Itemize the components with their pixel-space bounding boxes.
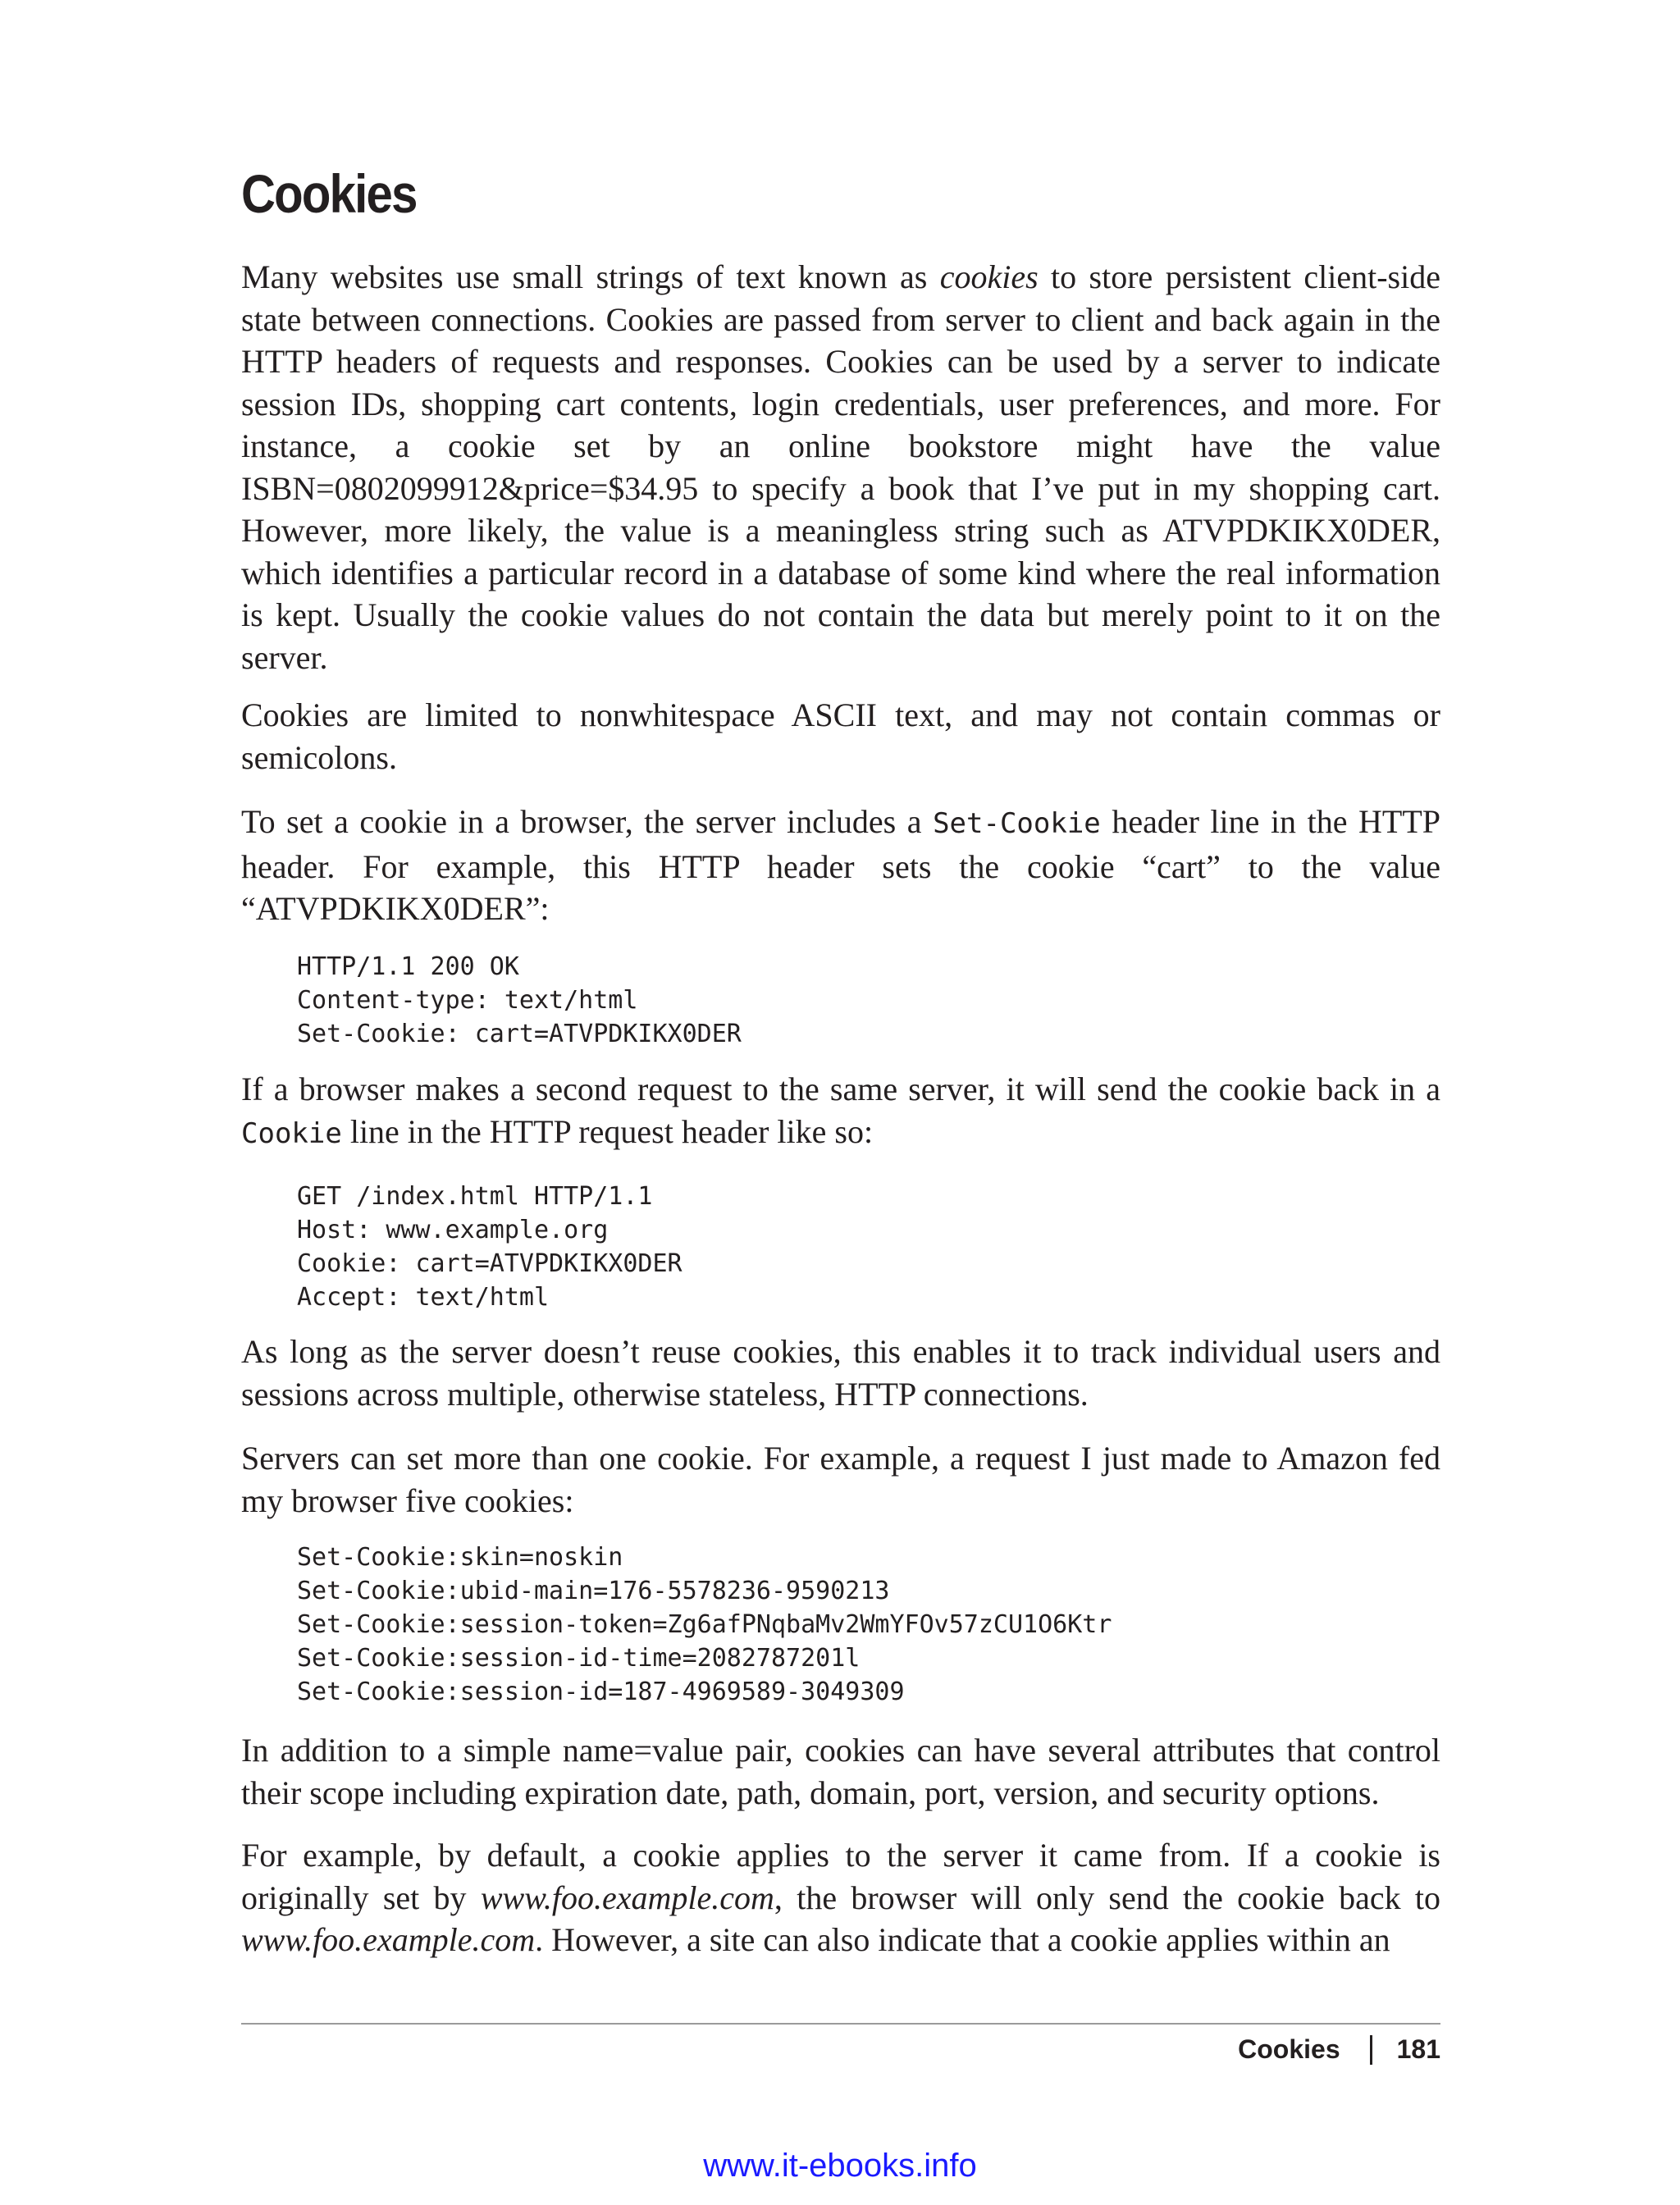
paragraph-tracking: As long as the server doesn’t reuse cookies, this enables it to track individual users and sessions across multiple, otherwise stateless, HTTP connections.: [241, 1333, 1440, 1413]
paragraph-set-cookie: To set a cookie in a browser, the server includes a Set-Cookie header line in the HTTP header. For example, this HTTP header sets the cookie “cart” to the value “ATVPDKIKX0DER”:: [241, 803, 1440, 927]
paragraph-multiple-cookies: Servers can set more than one cookie. For example, a request I just made to Amazon fed my browser five cookies:: [241, 1440, 1440, 1519]
paragraph-request: If a browser makes a second request to the same server, it will send the cookie back in a Cookie line in the HTTP request header like so:: [241, 1071, 1440, 1150]
paragraph-attributes: In addition to a simple name=value pair, cookies can have several attributes that control their scope including expiration date, path, domain, port, version, and security options.: [241, 1732, 1440, 1811]
footer-rule: [241, 2023, 1440, 2025]
watermark-link[interactable]: www.it-ebooks.info: [703, 2148, 977, 2184]
code-block-amazon-cookies: Set-Cookie:skin=noskin Set-Cookie:ubid-main=176-5578236-9590213 Set-Cookie:session-token=Zg6afPNqbaMv2WmYFOv57zCU1O6Ktr Set-Cookie:session-id-time=2082787201l Set-Cookie:session-id=187-4969589-3049309: [297, 1543, 1112, 1706]
inline-code-cookie: Cookie: [241, 1116, 342, 1150]
page-footer: [1238, 2034, 1440, 2065]
code-block-response: HTTP/1.1 200 OK Content-type: text/html Set-Cookie: cart=ATVPDKIKX0DER: [297, 952, 742, 1048]
inline-code-set-cookie: Set-Cookie: [933, 807, 1101, 840]
footer-section-name: Cookies: [1238, 2034, 1340, 2064]
page-number: 181: [1396, 2034, 1440, 2064]
paragraph-intro: Many websites use small strings of text known as cookies to store persistent client-side state between connections. Cookies are passed from server to client and back again in the HTTP headers of requests and responses. Cookies can be used by a server to indicate session IDs, shopping cart contents, login credentials, user preferences, and more. For instance, a cookie set by an online bookstore might have the value ISBN=0802099912&price=$34.95 to specify a book that I’ve put in my shopping cart. However, more likely, the value is a meaningless string such as ATVPDKIKX0DER, which identifies a particular record in a database of some kind where the real information is kept. Usually the cookie values do not contain the data but merely point to it on the server.: [241, 258, 1440, 676]
paragraph-ascii-limits: Cookies are limited to nonwhitespace ASCII text, and may not contain commas or semicolons.: [241, 696, 1440, 776]
code-block-request: GET /index.html HTTP/1.1 Host: www.example.org Cookie: cart=ATVPDKIKX0DER Accept: text/html: [297, 1182, 682, 1312]
paragraph-domain: For example, by default, a cookie applies to the server it came from. If a cookie is originally set by www.foo.example.com, the browser will only send the cookie back to www.foo.example.com. However, a site can also indicate that a cookie applies within an: [241, 1837, 1440, 1958]
footer-divider: [1370, 2035, 1372, 2065]
section-title: Cookies: [241, 163, 417, 224]
